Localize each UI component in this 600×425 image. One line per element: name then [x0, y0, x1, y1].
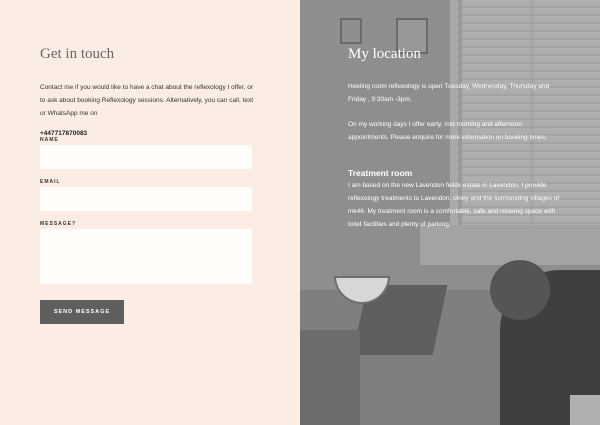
send-message-button[interactable]: SEND MESSAGE	[40, 300, 124, 324]
treatment-room-heading: Treatment room	[348, 168, 413, 178]
opening-hours-text: Heeling room reflexology is open Tuesday, Wednesday, Thursday and Friday , 9:30am -3pm.	[348, 83, 550, 103]
treatment-room-text: I am based on the new Lavendon fields estate in Lavendon. I provide reflexology treatments to Lavendon, olney and the surrounding villages of mk46. My treatment room is a comfortable, safe and relaxing space with toilet facilities and plenty of parking.	[348, 182, 560, 228]
contact-heading: Get in touch	[40, 46, 115, 62]
name-field[interactable]	[40, 145, 252, 169]
email-label: EMAIL	[40, 179, 61, 185]
phone-number[interactable]: +447717870083	[40, 130, 88, 137]
message-label: MESSAGE?	[40, 221, 77, 227]
working-days-text: On my working days I offer early, mid morning and afternoon appointments. Please enquire for more information on booking times.	[348, 121, 547, 141]
location-section	[300, 0, 600, 425]
message-field[interactable]	[40, 229, 252, 284]
contact-intro: Contact me if you would like to have a chat about the reflexology I offer, or to ask about booking Reflexology sessions. Alternatively, you can call, text or WhatsApp me on	[40, 84, 254, 117]
location-heading: My location	[348, 46, 421, 62]
name-label: NAME	[40, 137, 59, 143]
email-field[interactable]	[40, 187, 252, 211]
